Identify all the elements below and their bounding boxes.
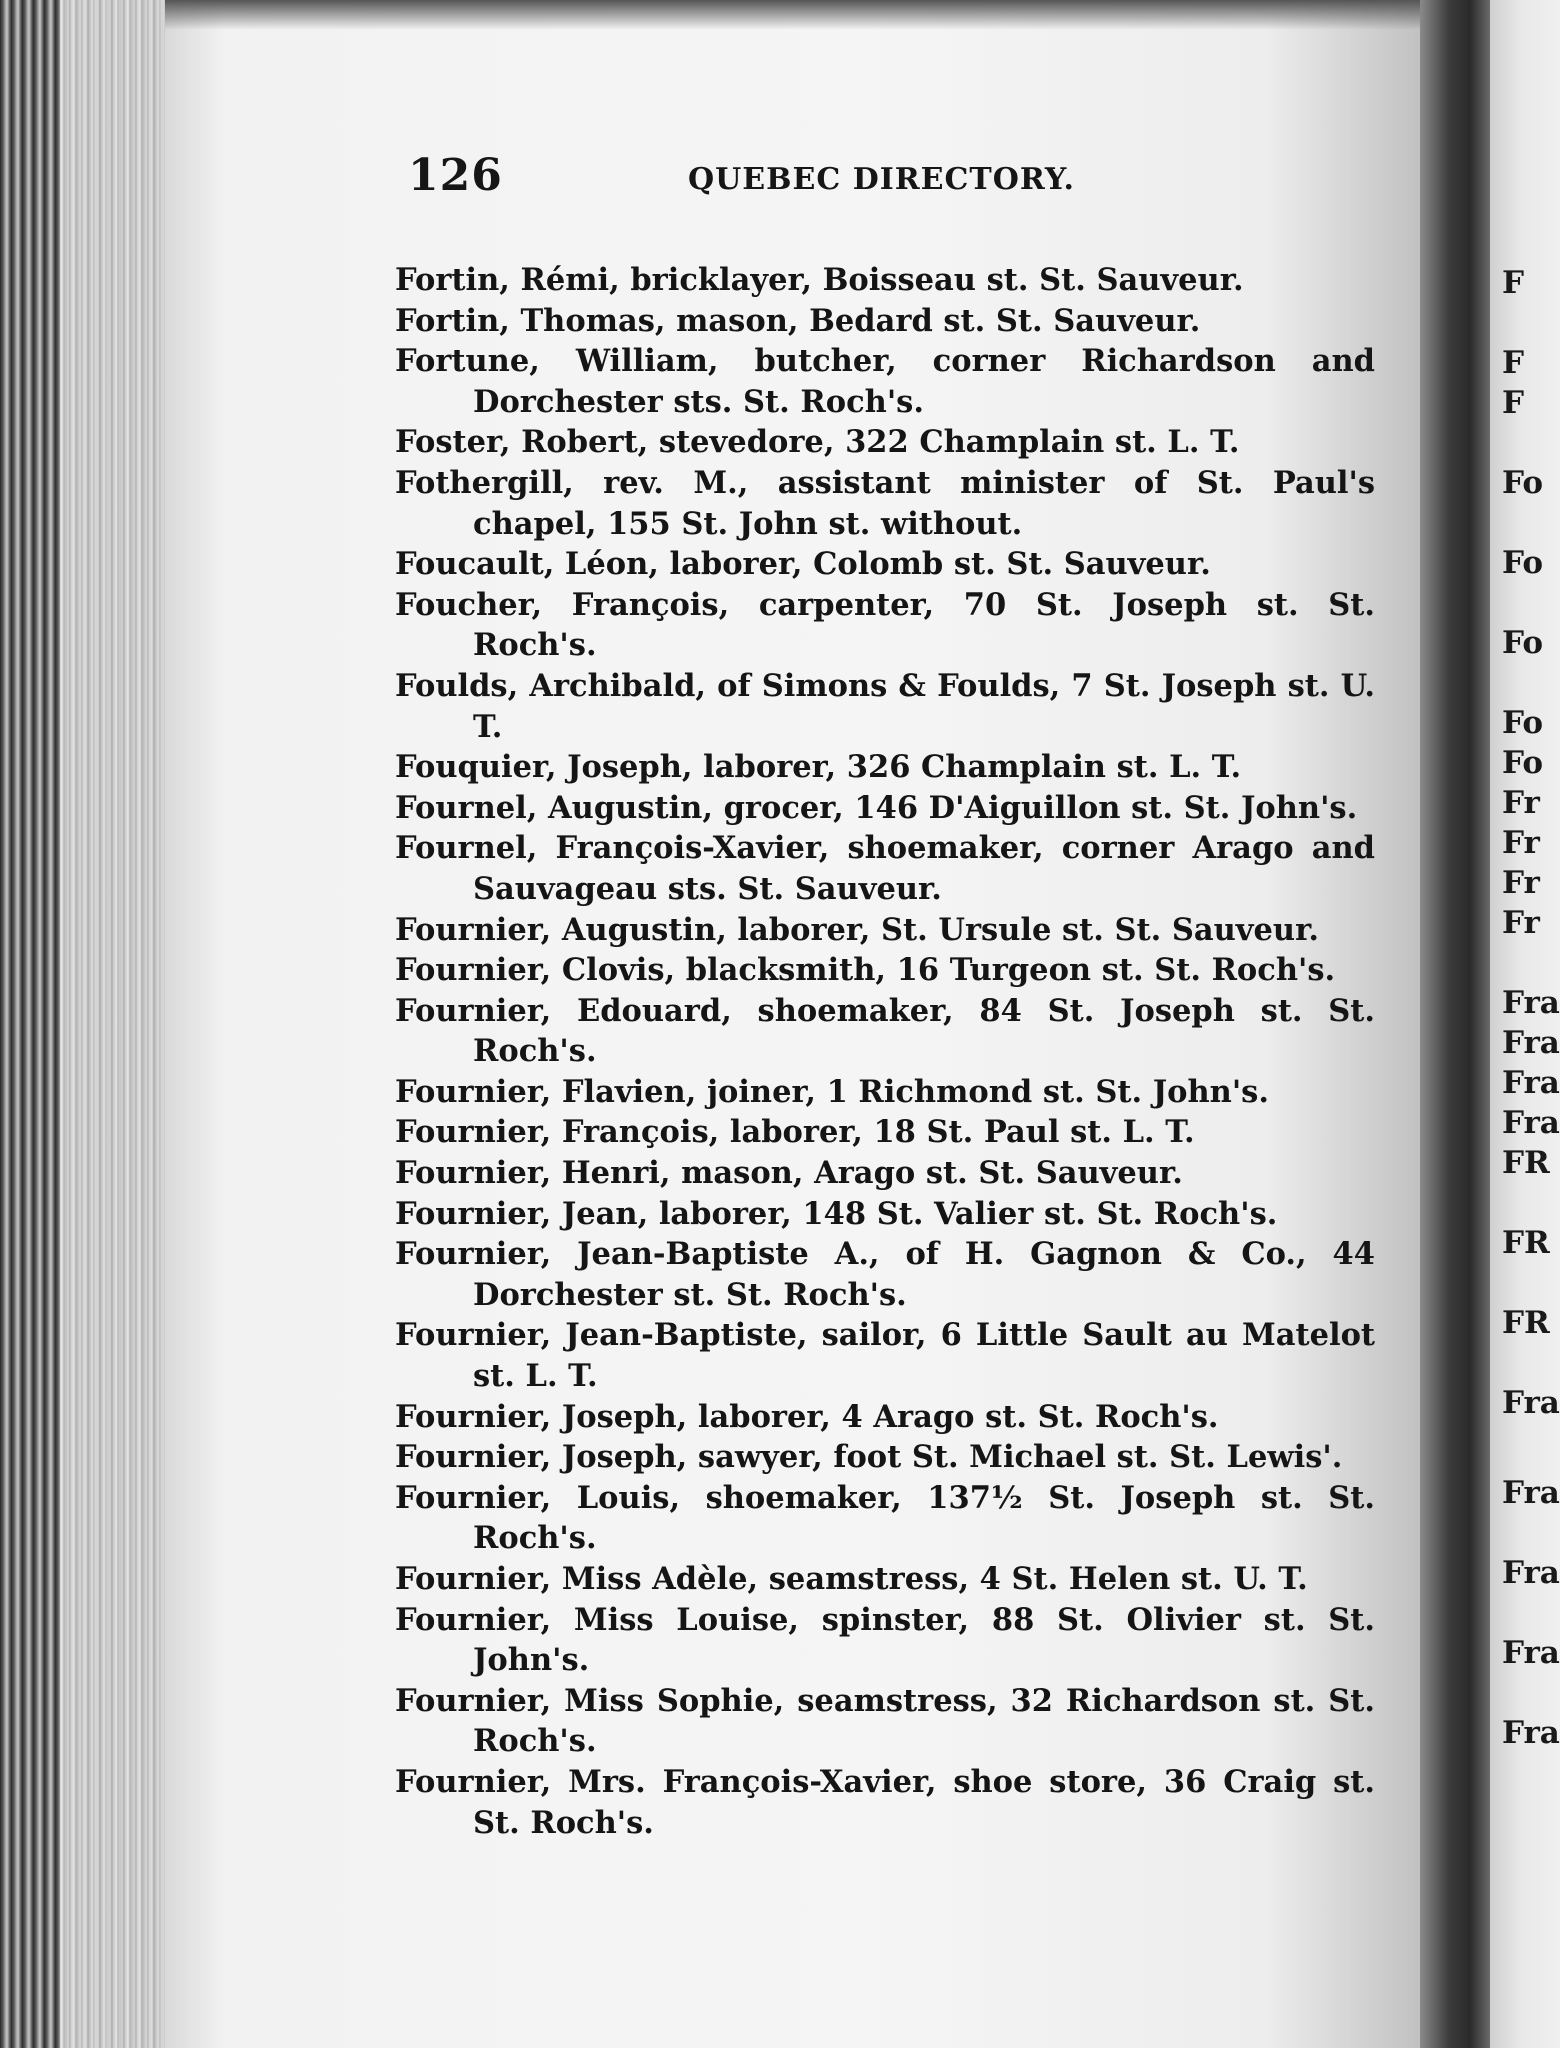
directory-entry: Fournier, Miss Sophie, seamstress, 32 Richardson st. St. Roch's. xyxy=(395,1682,1375,1760)
directory-entry: Fournier, Jean-Baptiste A., of H. Gagnon & Co., 44 Dorchester st. St. Roch's. xyxy=(395,1236,1375,1313)
facing-page-fragment: Fra xyxy=(1502,1065,1560,1101)
directory-entry: Fournier, Clovis, blacksmith, 16 Turgeon st. St. Roch's. xyxy=(395,952,1336,989)
facing-page-fragment: Fo xyxy=(1502,545,1543,581)
directory-entry: Fournier, Louis, shoemaker, 137½ St. Joseph st. St. Roch's. xyxy=(395,1479,1375,1557)
facing-page-fragment: Fra xyxy=(1502,1715,1560,1751)
facing-page-fragment: Fr xyxy=(1502,825,1540,861)
directory-entry: Fournel, François-Xavier, shoemaker, corner Arago and Sauvageau sts. St. Sauveur. xyxy=(395,830,1375,907)
facing-page-fragment: Fra xyxy=(1502,1635,1560,1671)
facing-page-fragment: Fo xyxy=(1502,745,1543,781)
facing-page-fragment: F xyxy=(1502,385,1525,421)
facing-page-fragment: Fr xyxy=(1502,785,1540,821)
directory-entry: Fournier, Henri, mason, Arago st. St. Sauveur. xyxy=(395,1155,1183,1192)
running-head xyxy=(408,150,1108,200)
page-number: 126 xyxy=(408,150,503,201)
facing-page-fragment: F xyxy=(1502,265,1525,301)
facing-page-fragment: Fra xyxy=(1502,985,1560,1021)
page-title: QUEBEC DIRECTORY. xyxy=(688,162,1075,197)
book-page-edges xyxy=(0,0,165,2048)
directory-entry: Fouquier, Joseph, laborer, 326 Champlain st. L. T. xyxy=(395,749,1242,786)
directory-entry: Fournier, Jean-Baptiste, sailor, 6 Little Sault au Matelot st. L. T. xyxy=(395,1317,1375,1395)
directory-entry: Fortune, William, butcher, corner Richardson and Dorchester sts. St. Roch's. xyxy=(395,343,1375,420)
directory-entry: Fournier, Joseph, laborer, 4 Arago st. St. Roch's. xyxy=(395,1398,1219,1435)
directory-entry: Fournel, Augustin, grocer, 146 D'Aiguillon st. St. John's. xyxy=(395,789,1358,826)
facing-page-fragment: Fr xyxy=(1502,865,1540,901)
facing-page-fragment: Fra xyxy=(1502,1105,1560,1141)
directory-entry: Fournier, Augustin, laborer, St. Ursule st. St. Sauveur. xyxy=(395,911,1319,948)
facing-page-fragment: FR xyxy=(1502,1305,1550,1341)
directory-entry: Fournier, Miss Adèle, seamstress, 4 St. Helen st. U. T. xyxy=(395,1561,1308,1597)
facing-page-fragment: Fo xyxy=(1502,705,1543,741)
directory-entry: Fortin, Rémi, bricklayer, Boisseau st. St. Sauveur. xyxy=(395,262,1244,298)
directory-entry: Fothergill, rev. M., assistant minister of St. Paul's chapel, 155 St. John st. without. xyxy=(395,464,1375,542)
facing-page-fragment: Fo xyxy=(1502,465,1543,501)
facing-page-fragment: Fra xyxy=(1502,1555,1560,1591)
facing-page-fragment: FR xyxy=(1502,1225,1550,1261)
directory-entry: Foucher, François, carpenter, 70 St. Joseph st. St. Roch's. xyxy=(395,586,1375,664)
directory-entry: Fournier, Miss Louise, spinster, 88 St. Olivier st. St. John's. xyxy=(395,1601,1375,1679)
facing-page-fragment: Fra xyxy=(1502,1475,1560,1511)
directory-entry: Fournier, Mrs. François-Xavier, shoe store, 36 Craig st. St. Roch's. xyxy=(395,1763,1375,1841)
directory-entry: Fournier, Flavien, joiner, 1 Richmond st. St. John's. xyxy=(395,1073,1269,1110)
directory-entry: Fournier, François, laborer, 18 St. Paul st. L. T. xyxy=(395,1114,1195,1151)
directory-entry: Foster, Robert, stevedore, 322 Champlain st. L. T. xyxy=(395,424,1240,461)
page-top-shadow xyxy=(165,0,1445,30)
facing-page-fragment: Fr xyxy=(1502,905,1540,941)
facing-page-fragment: F xyxy=(1502,345,1525,381)
directory-entry: Foulds, Archibald, of Simons & Foulds, 7 St. Joseph st. U. T. xyxy=(395,667,1375,745)
facing-page-edge xyxy=(1490,0,1560,2048)
facing-page-fragment: FR xyxy=(1502,1145,1550,1181)
directory-entry: Fortin, Thomas, mason, Bedard st. St. Sauveur. xyxy=(395,302,1201,339)
directory-entry: Fournier, Edouard, shoemaker, 84 St. Joseph st. St. Roch's. xyxy=(395,992,1375,1070)
directory-entries xyxy=(395,260,1375,1843)
facing-page-fragment: Fo xyxy=(1502,625,1543,661)
book-gutter xyxy=(1420,0,1490,2048)
facing-page-fragment: Fra xyxy=(1502,1385,1560,1421)
facing-page-fragment: Fra xyxy=(1502,1025,1560,1061)
directory-entry: Fournier, Joseph, sawyer, foot St. Michael st. St. Lewis'. xyxy=(395,1439,1343,1476)
directory-entry: Foucault, Léon, laborer, Colomb st. St. Sauveur. xyxy=(395,546,1211,583)
directory-entry: Fournier, Jean, laborer, 148 St. Valier st. St. Roch's. xyxy=(395,1195,1278,1232)
